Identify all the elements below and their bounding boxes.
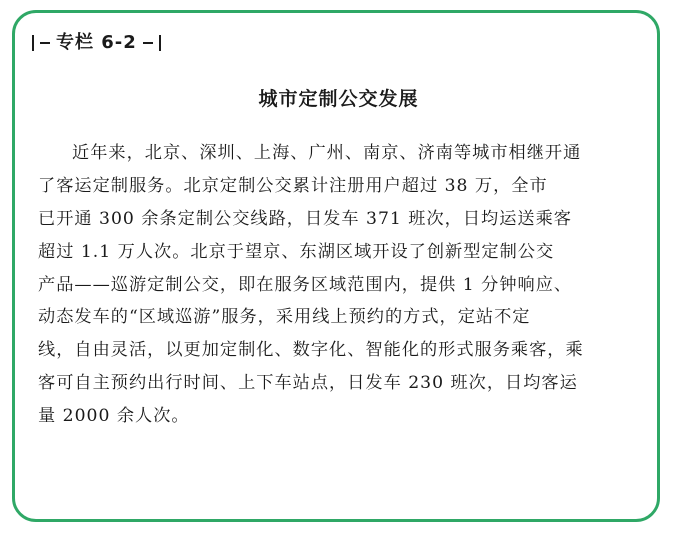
box-title: 城市定制公交发展 <box>258 88 419 110</box>
tag-left-bar-icon <box>32 35 34 51</box>
body-line: 产品——巡游定制公交，即在服务区域范围内，提供 1 分钟响应、 <box>38 274 573 295</box>
body-line: 超过 1.1 万人次。北京于望京、东湖区域开设了创新型定制公交 <box>38 241 555 262</box>
body-line: 已开通 300 余条定制公交线路，日发车 371 班次，日均运送乘客 <box>38 208 572 229</box>
box-tag <box>32 30 161 56</box>
body-line: 线，自由灵活，以更加定制化、数字化、智能化的形式服务乘客，乘 <box>38 340 584 361</box>
tag-right-dash-icon <box>143 42 153 44</box>
body-line: 近年来，北京、深圳、上海、广州、南京、济南等城市相继开通 <box>72 143 582 163</box>
box-tag-label: 专栏 6-2 <box>56 32 137 53</box>
body-line: 动态发车的“区域巡游”服务，采用线上预约的方式，定站不定 <box>38 307 531 328</box>
body-line: 客可自主预约出行时间、上下车站点，日发车 230 班次，日均客运 <box>38 373 578 394</box>
tag-left-dash-icon <box>40 42 50 44</box>
tag-right-bar-icon <box>159 35 161 51</box>
body-line: 量 2000 余人次。 <box>38 406 190 427</box>
body-line: 了客运定制服务。北京定制公交累计注册用户超过 38 万，全市 <box>38 175 548 196</box>
box-body <box>38 137 638 433</box>
